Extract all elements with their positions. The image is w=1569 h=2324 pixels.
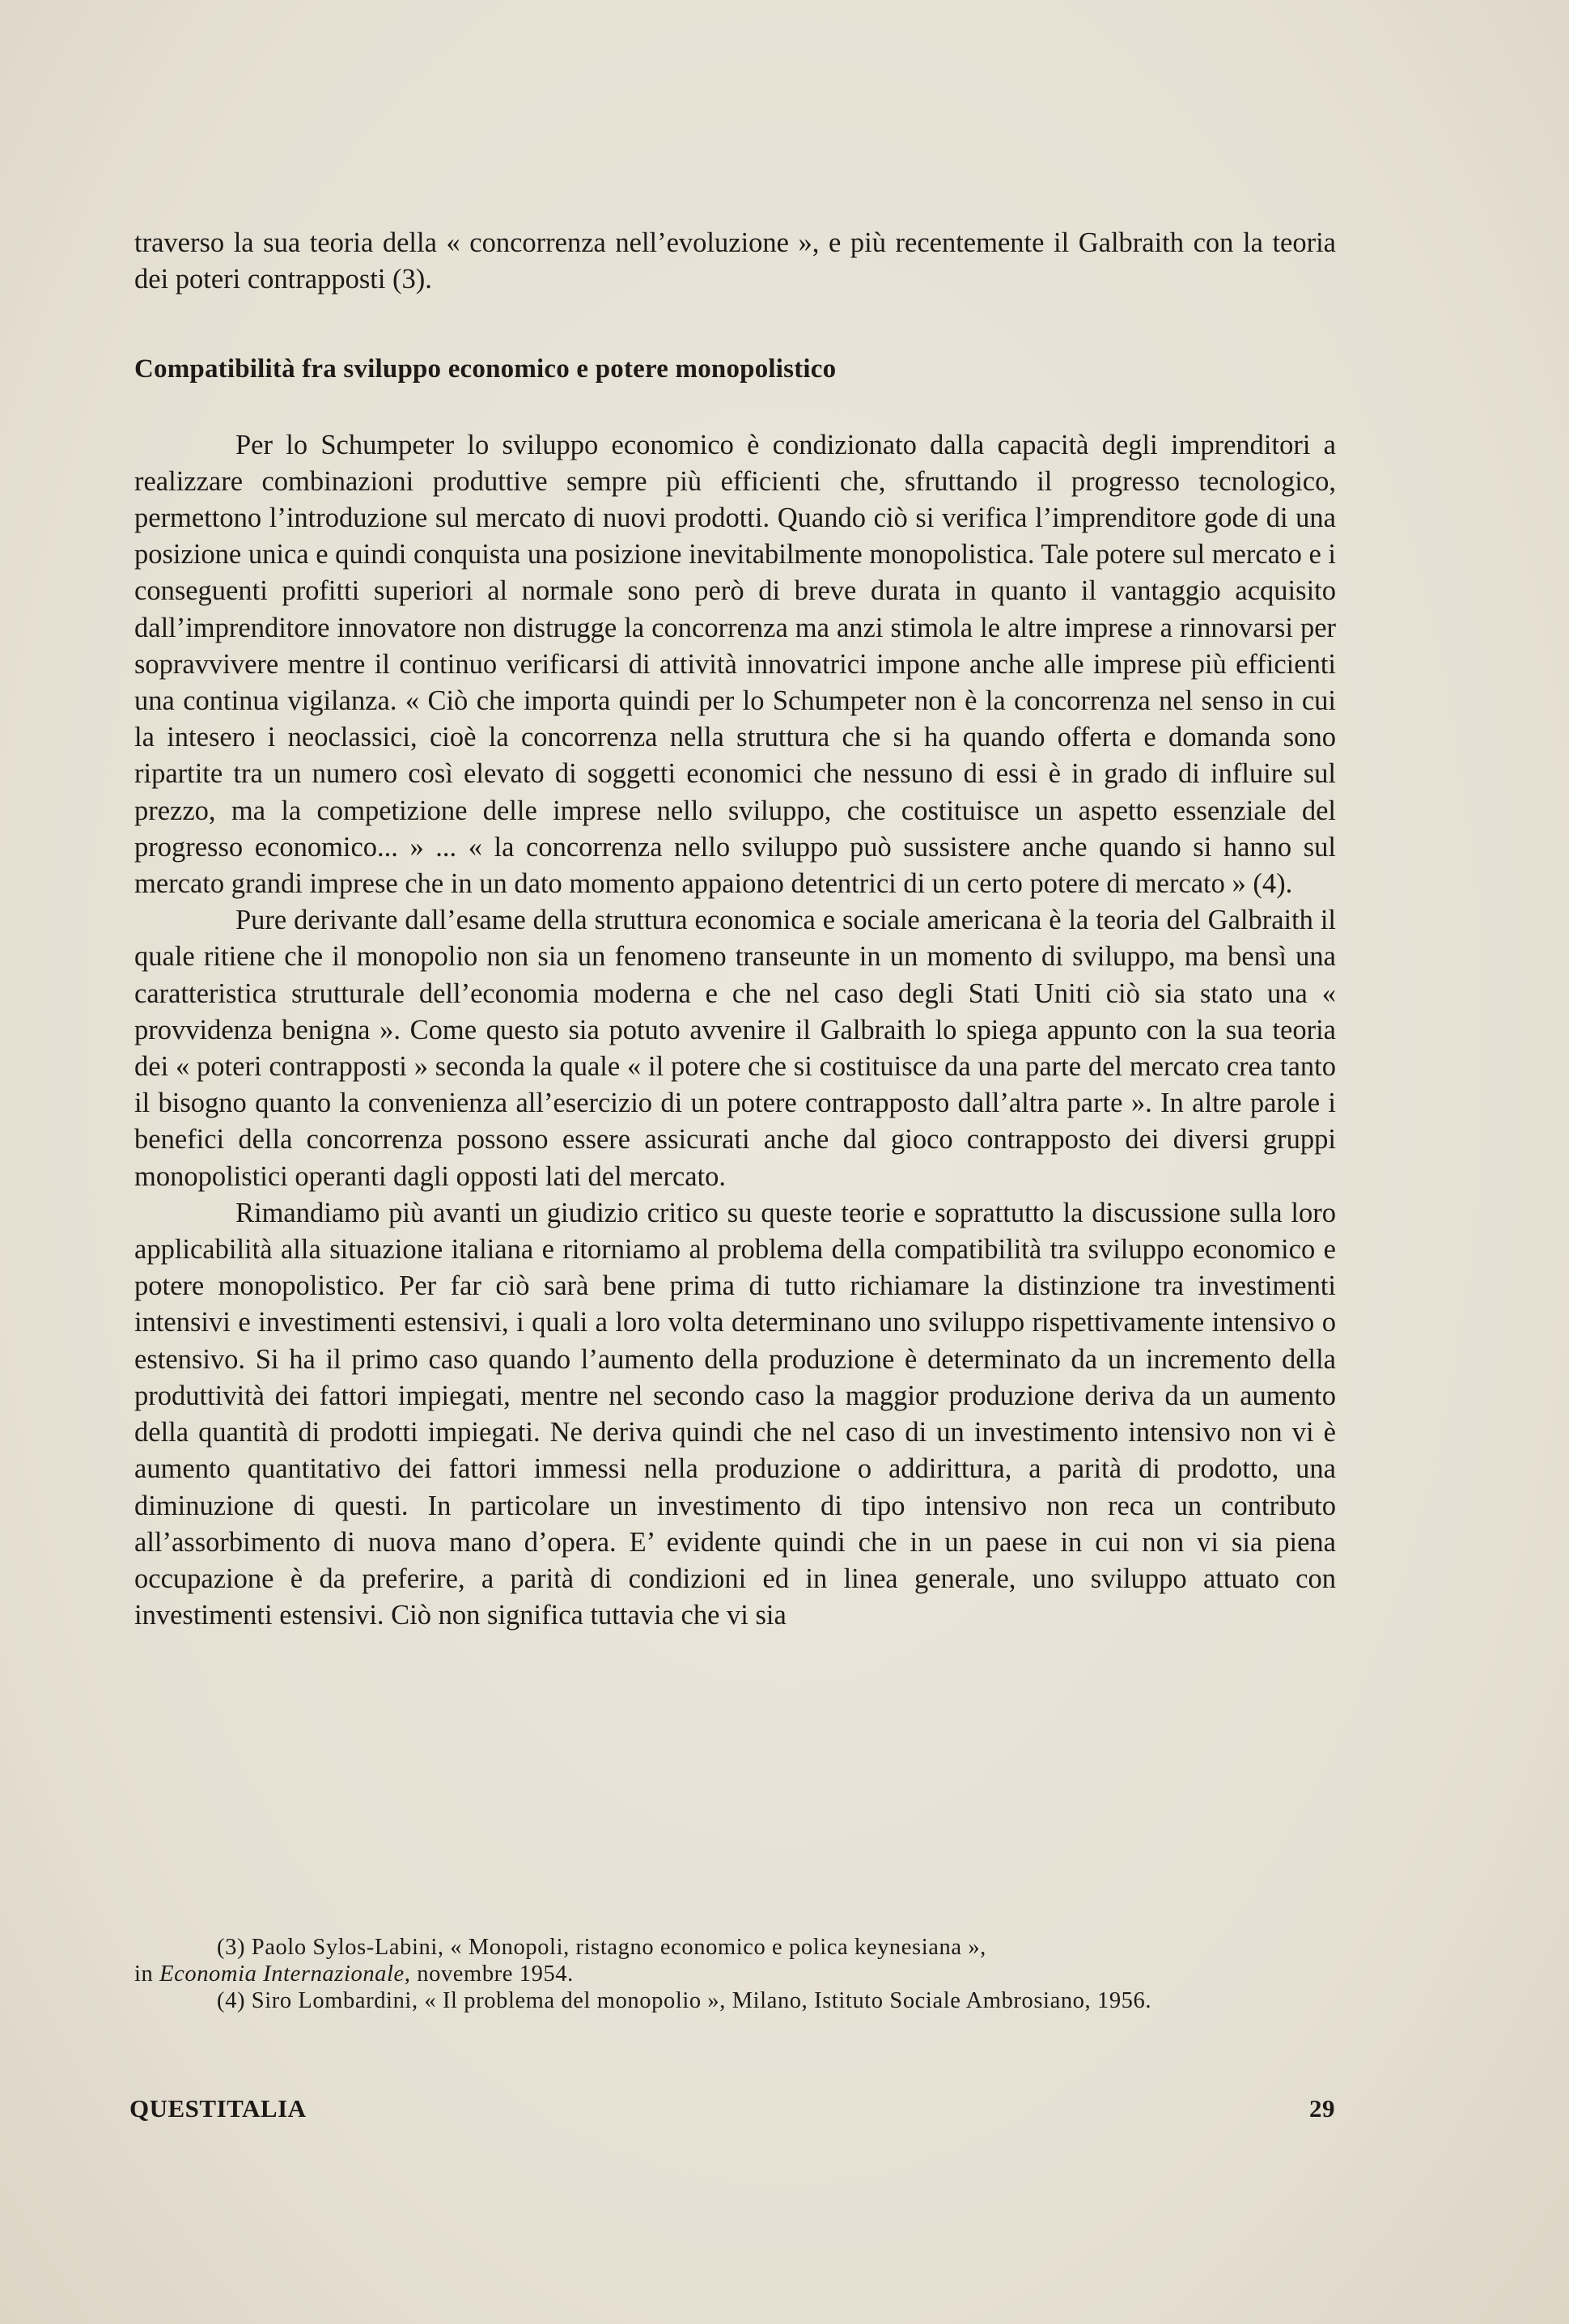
footnote-3	[134, 1934, 1336, 1987]
footnotes	[134, 1934, 1336, 2014]
footnote-3-prefix: in	[134, 1961, 160, 1987]
footnote-3-suffix: novembre 1954.	[410, 1961, 574, 1987]
footnote-3-journal: Economia Internazionale,	[159, 1961, 411, 1987]
paragraph-schumpeter: Per lo Schumpeter lo sviluppo economico è condizionato dalla capacità degli imprenditori a realizzare combinazioni produttive sempre più efficienti che, sfruttando il progresso tecnologico, permettono l’introduzione sul mercato di nuovi prodotti. Quando ciò si verifica l’imprenditore gode di una posizione unica e quindi conquista una posizione inevitabilmente monopolistica. Tale potere sul mercato e i conseguenti profitti superiori al normale sono però di breve durata in quanto il vantaggio acquisito dall’imprenditore innovatore non distrugge la concorrenza ma anzi stimola le altre imprese a rinnovarsi per sopravvivere mentre il continuo verificarsi di attività innovatrici impone anche alle imprese più efficienti una continua vigilanza. « Ciò che importa quindi per lo Schumpeter non è la concorrenza nel senso in cui la intesero i neoclassici, cioè la concorrenza nella struttura che si ha quando offerta e domanda sono ripartite tra un numero così elevato di soggetti economici che nessuno di essi è in grado di influire sul prezzo, ma la competizione delle imprese nello sviluppo, che costituisce un aspetto essenziale del progresso economico... » ... « la concorrenza nello sviluppo può sussistere anche quando si hanno sul mercato grandi imprese che in un dato momento appaiono detentrici di un certo potere di mercato » (4).	[134, 429, 1336, 900]
footnote-4: (4) Siro Lombardini, « Il problema del monopolio », Milano, Istituto Sociale Ambrosiano, 1956.	[217, 1988, 1152, 2013]
main-text	[134, 225, 1336, 1634]
paragraph-compatibility: Rimandiamo più avanti un giudizio critico su queste teorie e soprattutto la discussione sulla loro applicabilità alla situazione italiana e ritorniamo al problema della compatibilità tra sviluppo economico e potere monopolistico. Per far ciò sarà bene prima di tutto richiamare la distinzione tra investimenti intensivi e investimenti estensivi, i quali a loro volta determinano uno sviluppo rispettivamente intensivo o estensivo. Si ha il primo caso quando l’aumento della produzione è determinato da un incremento della produttività dei fattori impiegati, mentre nel secondo caso la maggior produzione deriva da un aumento della quantità di prodotti impiegati. Ne deriva quindi che nel caso di un investimento intensivo non vi è aumento quantitativo dei fattori immessi nella produzione o addirittura, a parità di prodotto, una diminuzione di questi. In particolare un investimento di tipo intensivo non reca un contributo all’assorbimento di nuova mano d’opera. E’ evidente quindi che in un paese in cui non vi sia piena occupazione è da preferire, a parità di condizioni ed in linea generale, uno sviluppo attuato con investimenti estensivi. Ciò non significa tuttavia che vi sia	[134, 1197, 1336, 1631]
paragraph-galbraith: Pure derivante dall’esame della struttura economica e sociale americana è la teoria del Galbraith il quale ritiene che il monopolio non sia un fenomeno transeunte in un momento di sviluppo, ma bensì una caratteristica strutturale dell’economia moderna e che nel caso degli Stati Uniti ciò sia stato una « provvidenza benigna ». Come questo sia potuto avvenire il Galbraith lo spiega appunto con la sua teoria dei « poteri contrapposti » seconda la quale « il potere che si costituisce da una parte del mercato crea tanto il bisogno quanto la convenienza all’esercizio di un potere contrapposto dall’altra parte ». In altre parole i benefici della concorrenza possono essere assicurati anche dal gioco contrapposto dei diversi gruppi monopolistici operanti dagli opposti lati del mercato.	[134, 905, 1336, 1192]
intro-paragraph: traverso la sua teoria della « concorrenza nell’evoluzione », e più recentemente il Galbraith con la teoria dei poteri contrapposti (3).	[134, 227, 1336, 295]
footnote-3-line1: (3) Paolo Sylos-Labini, « Monopoli, ristagno economico e polica keynesiana »,	[217, 1935, 986, 1960]
page-number: 29	[1309, 2094, 1335, 2123]
publication-name: QUESTITALIA	[129, 2094, 307, 2123]
section-heading: Compatibilità fra sviluppo economico e potere monopolistico	[134, 354, 837, 384]
